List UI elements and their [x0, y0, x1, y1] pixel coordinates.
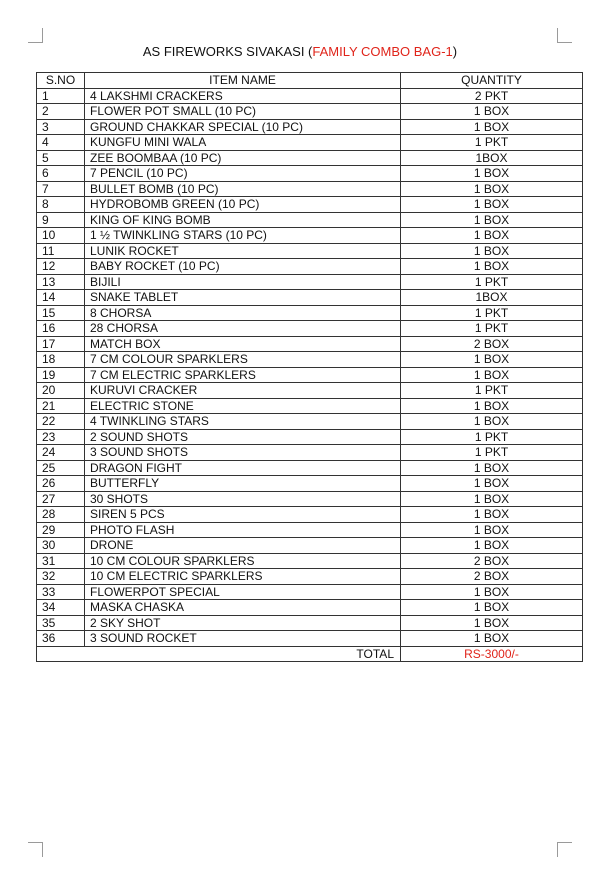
cell-quantity: 1 BOX: [401, 228, 583, 244]
cell-quantity: 1 BOX: [401, 197, 583, 213]
total-label: TOTAL: [37, 646, 401, 662]
table-row: [37, 445, 583, 461]
table-row: [37, 631, 583, 647]
table-row: [37, 584, 583, 600]
cell-item-name: FLOWER POT SMALL (10 PC): [85, 104, 401, 120]
cell-item-name: 1 ½ TWINKLING STARS (10 PC): [85, 228, 401, 244]
table-row: [37, 615, 583, 631]
cell-quantity: 1 BOX: [401, 476, 583, 492]
cell-sno: 27: [37, 491, 85, 507]
cell-quantity: 2 BOX: [401, 569, 583, 585]
header-quantity: QUANTITY: [401, 73, 583, 89]
table-row: [37, 522, 583, 538]
cell-quantity: 1 BOX: [401, 522, 583, 538]
page-title: [0, 44, 600, 60]
table-row: [37, 243, 583, 259]
cell-quantity: 1 BOX: [401, 398, 583, 414]
cell-item-name: GROUND CHAKKAR SPECIAL (10 PC): [85, 119, 401, 135]
cell-sno: 22: [37, 414, 85, 430]
crop-mark-bottom-right: [557, 842, 572, 857]
cell-sno: 21: [37, 398, 85, 414]
cell-sno: 5: [37, 150, 85, 166]
cell-sno: 6: [37, 166, 85, 182]
title-suffix: ): [452, 44, 458, 59]
table-row: [37, 507, 583, 523]
table-row: [37, 398, 583, 414]
cell-quantity: 1 PKT: [401, 429, 583, 445]
cell-item-name: SNAKE TABLET: [85, 290, 401, 306]
cell-item-name: SIREN 5 PCS: [85, 507, 401, 523]
cell-quantity: 1 PKT: [401, 445, 583, 461]
cell-item-name: BIJILI: [85, 274, 401, 290]
cell-item-name: 2 SOUND SHOTS: [85, 429, 401, 445]
cell-quantity: 1 BOX: [401, 212, 583, 228]
table-row: [37, 181, 583, 197]
table-row: [37, 491, 583, 507]
title-highlight: FAMILY COMBO BAG-1: [312, 44, 453, 59]
table-row: [37, 569, 583, 585]
cell-quantity: 1 BOX: [401, 259, 583, 275]
table-row: [37, 104, 583, 120]
cell-sno: 7: [37, 181, 85, 197]
cell-quantity: 1 BOX: [401, 491, 583, 507]
cell-sno: 9: [37, 212, 85, 228]
table-row: [37, 600, 583, 616]
cell-item-name: 28 CHORSA: [85, 321, 401, 337]
table-row: [37, 553, 583, 569]
cell-sno: 24: [37, 445, 85, 461]
table-row: [37, 414, 583, 430]
header-item-name: ITEM NAME: [85, 73, 401, 89]
table-row: [37, 259, 583, 275]
cell-quantity: 1 PKT: [401, 274, 583, 290]
header-sno: S.NO: [37, 73, 85, 89]
cell-quantity: 1 BOX: [401, 119, 583, 135]
cell-sno: 25: [37, 460, 85, 476]
cell-quantity: 1 BOX: [401, 104, 583, 120]
cell-sno: 32: [37, 569, 85, 585]
cell-item-name: MATCH BOX: [85, 336, 401, 352]
cell-item-name: DRONE: [85, 538, 401, 554]
cell-quantity: 1 BOX: [401, 584, 583, 600]
cell-sno: 33: [37, 584, 85, 600]
cell-sno: 29: [37, 522, 85, 538]
cell-quantity: 1 BOX: [401, 352, 583, 368]
total-value: RS-3000/-: [401, 646, 583, 662]
table-body: [37, 88, 583, 646]
cell-sno: 2: [37, 104, 85, 120]
cell-item-name: KING OF KING BOMB: [85, 212, 401, 228]
cell-item-name: 4 LAKSHMI CRACKERS: [85, 88, 401, 104]
cell-quantity: 1 BOX: [401, 538, 583, 554]
table-row: [37, 538, 583, 554]
cell-item-name: 10 CM ELECTRIC SPARKLERS: [85, 569, 401, 585]
cell-quantity: 1 BOX: [401, 631, 583, 647]
cell-item-name: LUNIK ROCKET: [85, 243, 401, 259]
table-row: [37, 119, 583, 135]
cell-quantity: 1 BOX: [401, 367, 583, 383]
cell-sno: 12: [37, 259, 85, 275]
table-row: [37, 352, 583, 368]
cell-sno: 34: [37, 600, 85, 616]
table-row: [37, 383, 583, 399]
cell-quantity: 2 BOX: [401, 336, 583, 352]
cell-sno: 35: [37, 615, 85, 631]
table-row: [37, 336, 583, 352]
cell-item-name: FLOWERPOT SPECIAL: [85, 584, 401, 600]
table-row: [37, 197, 583, 213]
table-header-row: [37, 73, 583, 89]
cell-item-name: 7 PENCIL (10 PC): [85, 166, 401, 182]
table-row: [37, 88, 583, 104]
cell-quantity: 1 BOX: [401, 615, 583, 631]
cell-quantity: 1 BOX: [401, 600, 583, 616]
cell-item-name: PHOTO FLASH: [85, 522, 401, 538]
cell-sno: 16: [37, 321, 85, 337]
cell-quantity: 1BOX: [401, 290, 583, 306]
cell-sno: 31: [37, 553, 85, 569]
cell-quantity: 1 BOX: [401, 460, 583, 476]
table-row: [37, 367, 583, 383]
cell-item-name: BUTTERFLY: [85, 476, 401, 492]
crop-mark-bottom-left: [28, 842, 43, 857]
cell-quantity: 1 BOX: [401, 507, 583, 523]
table-row: [37, 135, 583, 151]
cell-item-name: 8 CHORSA: [85, 305, 401, 321]
cell-item-name: 7 CM COLOUR SPARKLERS: [85, 352, 401, 368]
cell-sno: 18: [37, 352, 85, 368]
cell-item-name: 30 SHOTS: [85, 491, 401, 507]
cell-sno: 28: [37, 507, 85, 523]
table-row: [37, 321, 583, 337]
cell-sno: 13: [37, 274, 85, 290]
cell-sno: 14: [37, 290, 85, 306]
cell-item-name: 2 SKY SHOT: [85, 615, 401, 631]
table-row: [37, 212, 583, 228]
cell-quantity: 1 BOX: [401, 414, 583, 430]
cell-sno: 19: [37, 367, 85, 383]
cell-sno: 30: [37, 538, 85, 554]
cell-sno: 4: [37, 135, 85, 151]
cell-sno: 11: [37, 243, 85, 259]
cell-item-name: KURUVI CRACKER: [85, 383, 401, 399]
table-row: [37, 290, 583, 306]
table-row: [37, 150, 583, 166]
cell-item-name: 4 TWINKLING STARS: [85, 414, 401, 430]
cell-sno: 15: [37, 305, 85, 321]
cell-quantity: 1 PKT: [401, 135, 583, 151]
table-row: [37, 228, 583, 244]
cell-quantity: 2 BOX: [401, 553, 583, 569]
table-row: [37, 274, 583, 290]
cell-item-name: BULLET BOMB (10 PC): [85, 181, 401, 197]
crop-mark-top-right: [557, 28, 572, 43]
cell-quantity: 1 BOX: [401, 181, 583, 197]
cell-item-name: 3 SOUND ROCKET: [85, 631, 401, 647]
table-row: [37, 429, 583, 445]
cell-sno: 10: [37, 228, 85, 244]
cell-sno: 17: [37, 336, 85, 352]
table-row: [37, 476, 583, 492]
cell-item-name: 7 CM ELECTRIC SPARKLERS: [85, 367, 401, 383]
cell-sno: 23: [37, 429, 85, 445]
cell-quantity: 1 PKT: [401, 383, 583, 399]
cell-item-name: ELECTRIC STONE: [85, 398, 401, 414]
crop-mark-top-left: [28, 28, 43, 43]
cell-item-name: 10 CM COLOUR SPARKLERS: [85, 553, 401, 569]
cell-item-name: 3 SOUND SHOTS: [85, 445, 401, 461]
table-row: [37, 166, 583, 182]
cell-quantity: 1 PKT: [401, 305, 583, 321]
cell-item-name: DRAGON FIGHT: [85, 460, 401, 476]
cell-sno: 26: [37, 476, 85, 492]
cell-sno: 20: [37, 383, 85, 399]
cell-quantity: 1BOX: [401, 150, 583, 166]
cell-quantity: 1 BOX: [401, 243, 583, 259]
price-list-table: [36, 72, 583, 662]
cell-quantity: 1 BOX: [401, 166, 583, 182]
cell-item-name: HYDROBOMB GREEN (10 PC): [85, 197, 401, 213]
cell-item-name: MASKA CHASKA: [85, 600, 401, 616]
cell-item-name: ZEE BOOMBAA (10 PC): [85, 150, 401, 166]
cell-sno: 3: [37, 119, 85, 135]
cell-quantity: 1 PKT: [401, 321, 583, 337]
cell-item-name: KUNGFU MINI WALA: [85, 135, 401, 151]
table-row: [37, 305, 583, 321]
table-row: [37, 460, 583, 476]
cell-sno: 1: [37, 88, 85, 104]
total-row: [37, 646, 583, 662]
cell-sno: 36: [37, 631, 85, 647]
title-prefix: AS FIREWORKS SIVAKASI (: [142, 44, 313, 59]
cell-sno: 8: [37, 197, 85, 213]
cell-quantity: 2 PKT: [401, 88, 583, 104]
cell-item-name: BABY ROCKET (10 PC): [85, 259, 401, 275]
